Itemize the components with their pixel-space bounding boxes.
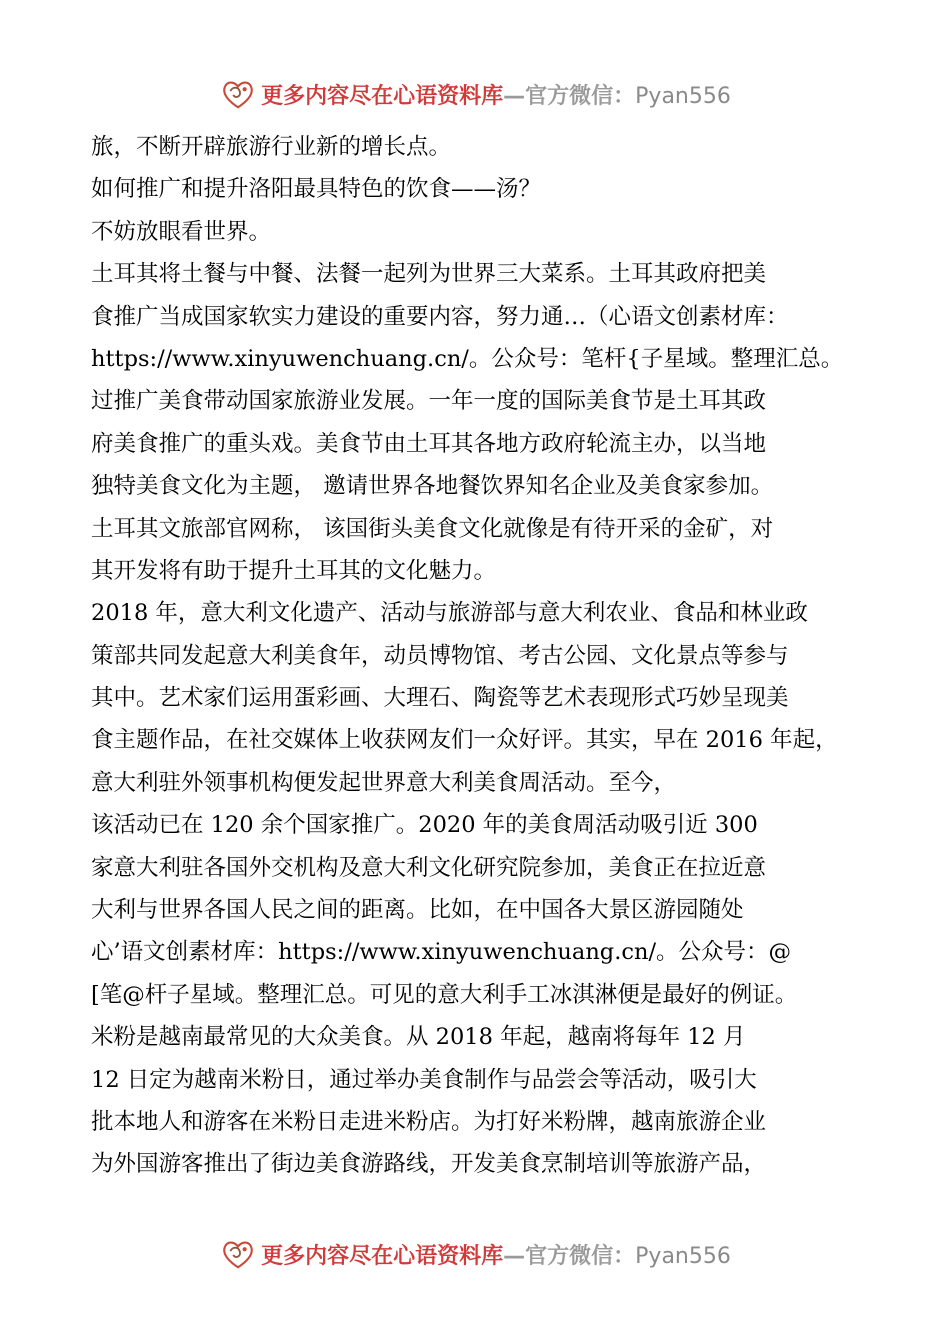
- text-line: 12 日定为越南米粉日，通过举办美食制作与品尝会等活动，吸引大: [91, 1066, 757, 1093]
- text-line: 批本地人和游客在米粉日走进米粉店。为打好米粉牌，越南旅游企业: [91, 1108, 767, 1135]
- banner-wechat-label: —官方微信：: [503, 83, 636, 109]
- text-line: 意大利驻外领事机构便发起世界意大利美食周活动。至今，: [91, 769, 677, 796]
- footer-banner: [0, 1232, 950, 1276]
- text-line: 策部共同发起意大利美食年，动员博物馆、考古公园、文化景点等参与: [91, 642, 789, 669]
- banner-wechat-id: Pyan556: [635, 1243, 731, 1269]
- text-line: 独特美食文化为主题， 邀请世界各地餐饮界知名企业及美食家参加。: [91, 473, 774, 500]
- text-line: 心’语文创素材库：https://www.xinyuwenchuang.cn/。公众号：@: [91, 939, 792, 966]
- text-line: 其开发将有助于提升土耳其的文化魅力。: [91, 557, 497, 584]
- banner-wechat-id: Pyan556: [635, 83, 731, 109]
- text-line: 如何推广和提升洛阳最具特色的饮食——汤？: [91, 176, 542, 203]
- text-line: [笔@杆子星域。整理汇总。可见的意大利手工冰淇淋便是最好的例证。: [91, 981, 798, 1008]
- text-line: 米粉是越南最常见的大众美食。从 2018 年起，越南将每年 12 月: [91, 1024, 746, 1051]
- heart-swirl-logo-icon: [219, 75, 257, 113]
- text-line: 食推广当成国家软实力建设的重要内容，努力通…（心语文创素材库：: [91, 303, 789, 330]
- text-line: 土耳其将土餐与中餐、法餐一起列为世界三大菜系。土耳其政府把美: [91, 261, 767, 288]
- text-line: 土耳其文旅部官网称， 该国街头美食文化就像是有待开采的金矿，对: [91, 515, 774, 542]
- text-line: 其中。艺术家们运用蛋彩画、大理石、陶瓷等艺术表现形式巧妙呈现美: [91, 685, 789, 712]
- text-line: 该活动已在 120 余个国家推广。2020 年的美食周活动吸引近 300: [91, 812, 758, 839]
- header-banner: [0, 72, 950, 116]
- text-line: 食主题作品，在社交媒体上收获网友们一众好评。其实，早在 2016 年起，: [91, 727, 838, 754]
- text-line: 家意大利驻各国外交机构及意大利文化研究院参加，美食正在拉近意: [91, 854, 767, 881]
- text-line: 大利与世界各国人民之间的距离。比如，在中国各大景区游园随处: [91, 897, 744, 924]
- text-line: 不妨放眼看世界。: [91, 218, 272, 245]
- document-body: [91, 126, 891, 1186]
- heart-swirl-logo-icon: [219, 1235, 257, 1273]
- text-line: 旅，不断开辟旅游行业新的增长点。: [91, 134, 452, 160]
- text-line: 2018 年，意大利文化遗产、活动与旅游部与意大利农业、食品和林业政: [91, 600, 808, 627]
- text-line: https://www.xinyuwenchuang.cn/。公众号：笔杆{子星域。整理汇总。: [91, 345, 844, 372]
- text-line: 为外国游客推出了街边美食游路线，开发美食烹制培训等旅游产品，: [91, 1151, 767, 1178]
- text-line: 过推广美食带动国家旅游业发展。一年一度的国际美食节是土耳其政: [91, 388, 767, 415]
- banner-title: 更多内容尽在心语资料库: [261, 1243, 504, 1269]
- banner-title: 更多内容尽在心语资料库: [261, 83, 504, 109]
- text-line: 府美食推广的重头戏。美食节由土耳其各地方政府轮流主办，以当地: [91, 430, 767, 457]
- banner-wechat-label: —官方微信：: [503, 1243, 636, 1269]
